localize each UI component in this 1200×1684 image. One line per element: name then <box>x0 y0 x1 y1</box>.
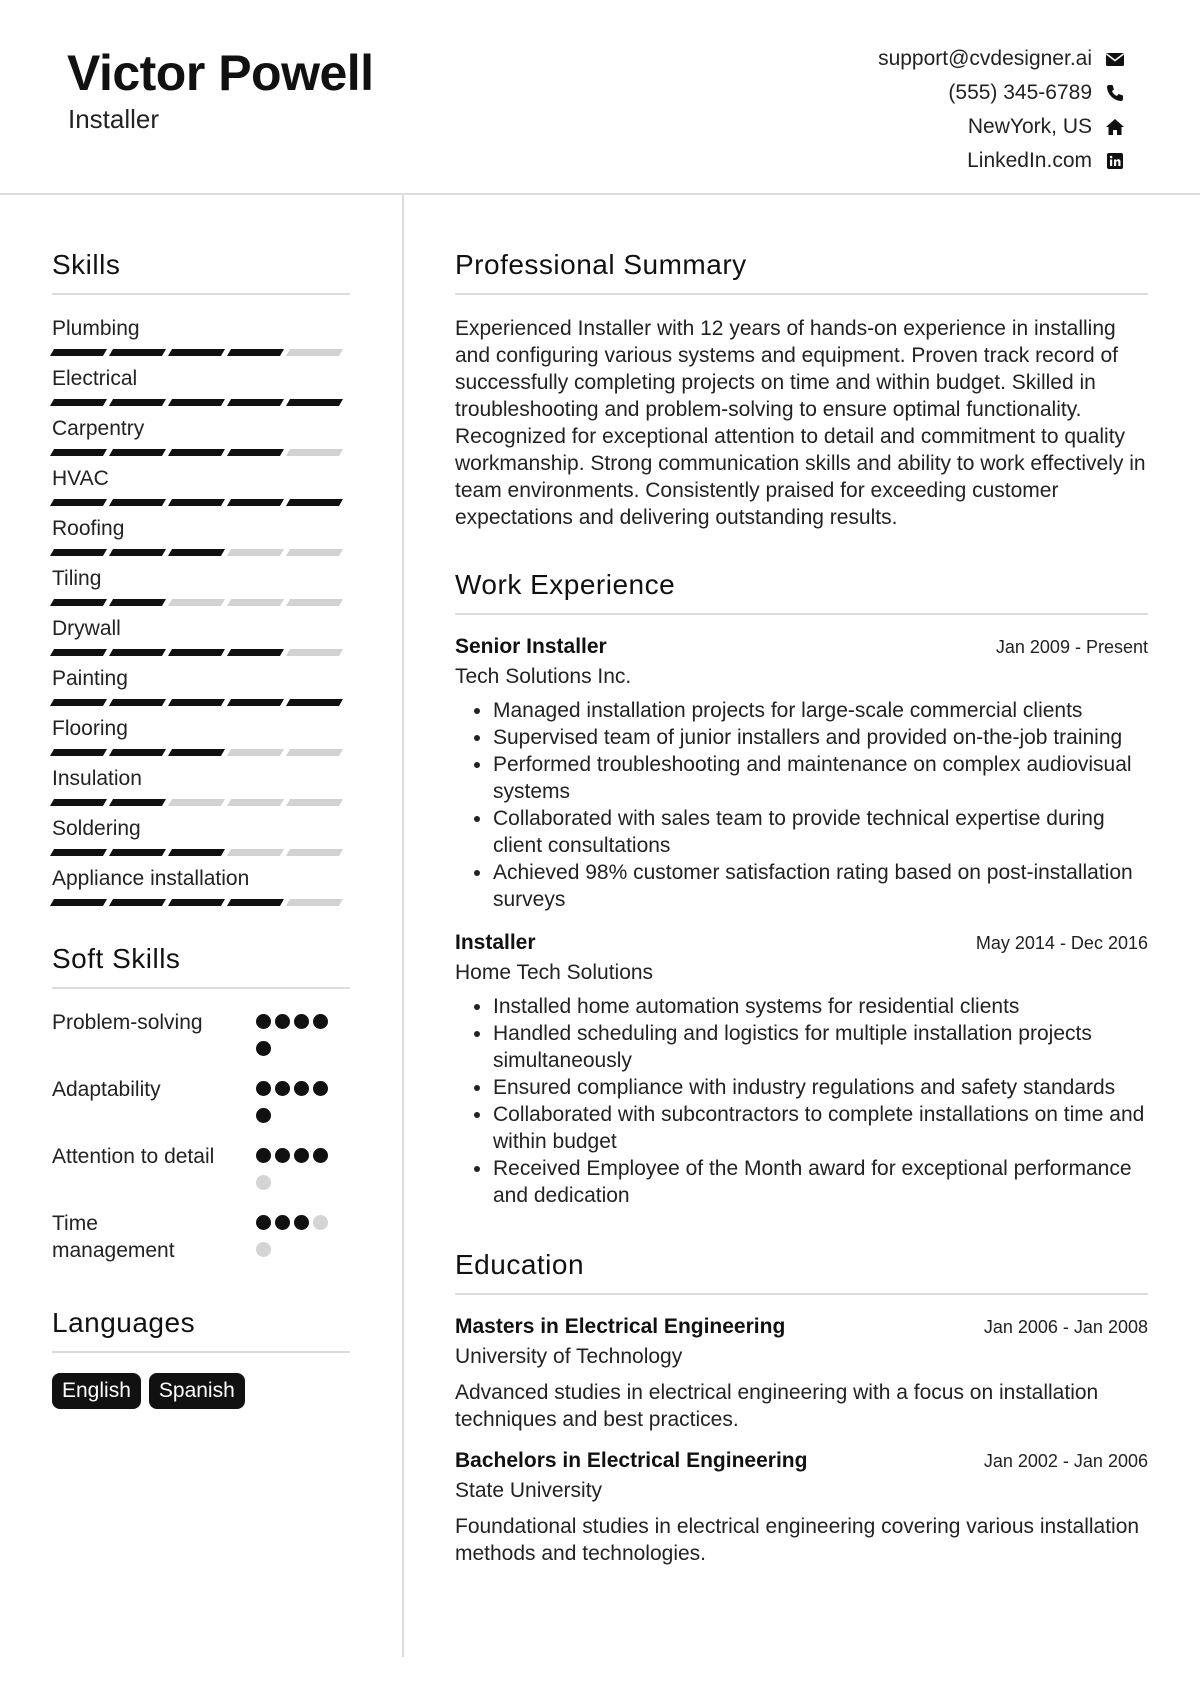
company-name: Tech Solutions Inc. <box>455 665 632 688</box>
skill-name: Roofing <box>52 517 125 540</box>
job-header <box>455 931 1148 955</box>
skill-level-bar <box>52 399 350 406</box>
job-bullets <box>455 697 1148 913</box>
education-entry <box>455 1315 1148 1433</box>
skill-level-segment <box>227 549 284 556</box>
skill-level-segment <box>168 399 225 406</box>
job-title: Senior Installer <box>455 635 607 658</box>
rating-dot <box>313 1148 328 1163</box>
column-divider <box>402 195 404 1657</box>
education-section <box>455 1249 1148 1567</box>
soft-skills-heading: Soft Skills <box>52 943 350 989</box>
job-bullet: • Achieved 98% customer satisfaction rating based on post-installation surveys <box>493 859 1148 913</box>
skill-level-segment <box>168 599 225 606</box>
summary-section <box>455 249 1148 531</box>
skill-name: Drywall <box>52 617 121 640</box>
skill-name: Tiling <box>52 567 102 590</box>
soft-skill-name: Attention to detail <box>52 1145 215 1168</box>
company-name: Home Tech Solutions <box>455 961 654 984</box>
rating-dot <box>256 1215 271 1230</box>
education-dates: Jan 2006 - Jan 2008 <box>983 1317 1148 1337</box>
rating-dot <box>294 1148 309 1163</box>
contact-location-text: NewYork, US <box>967 115 1092 138</box>
skill-item <box>52 417 350 467</box>
skill-level-bar <box>52 599 350 606</box>
skill-name: Electrical <box>52 367 138 390</box>
envelope-icon <box>1104 48 1126 70</box>
soft-skill-item <box>52 1143 350 1202</box>
home-icon <box>1104 116 1126 138</box>
job-bullet: • Received Employee of the Month award for exceptional performance and dedication <box>493 1155 1148 1209</box>
job-bullet: • Collaborated with sales team to provide technical expertise during client consultations <box>493 805 1148 859</box>
skill-level-segment <box>168 349 225 356</box>
skill-level-segment <box>109 399 166 406</box>
skill-level-segment <box>109 849 166 856</box>
skill-level-segment <box>286 599 343 606</box>
skill-level-segment <box>286 399 343 406</box>
work-experience-section <box>455 569 1148 1209</box>
job-title: Installer <box>455 931 536 954</box>
language-badge: English <box>52 1373 141 1409</box>
skill-level-segment <box>227 399 284 406</box>
skill-level-segment <box>168 699 225 706</box>
rating-dot <box>256 1148 271 1163</box>
education-dates: Jan 2002 - Jan 2006 <box>983 1451 1148 1471</box>
skill-level-segment <box>168 899 225 906</box>
skill-level-segment <box>50 499 107 506</box>
skill-level-segment <box>168 749 225 756</box>
skill-level-segment <box>227 799 284 806</box>
skill-level-segment <box>50 399 107 406</box>
soft-skill-name: Problem-solving <box>52 1011 203 1034</box>
skill-level-segment <box>286 899 343 906</box>
skill-level-segment <box>227 899 284 906</box>
main-content <box>455 195 1148 1567</box>
rating-dot <box>294 1081 309 1096</box>
skill-level-bar <box>52 799 350 806</box>
skill-level-segment <box>227 349 284 356</box>
skill-level-segment <box>286 549 343 556</box>
rating-dot <box>275 1148 290 1163</box>
soft-skill-item <box>52 1076 350 1135</box>
rating-dot <box>313 1215 328 1230</box>
skill-level-segment <box>50 549 107 556</box>
skill-level-segment <box>286 649 343 656</box>
education-entry <box>455 1449 1148 1567</box>
skill-item <box>52 317 350 367</box>
sidebar <box>52 195 350 1409</box>
rating-dot <box>275 1081 290 1096</box>
linkedin-icon <box>1104 150 1126 172</box>
education-header <box>455 1449 1148 1473</box>
skill-level-segment <box>50 699 107 706</box>
job-bullet: • Handled scheduling and logistics for multiple installation projects simultaneously <box>493 1020 1148 1074</box>
job-header <box>455 635 1148 659</box>
skill-level-segment <box>286 799 343 806</box>
skill-item <box>52 717 350 767</box>
soft-skills-section <box>52 943 350 1269</box>
skill-level-segment <box>50 749 107 756</box>
summary-text: Experienced Installer with 12 years of hands-on experience in installing and configuring various systems and equipment. Proven track record of successfully completing projects on time and within budget. Skilled in troubleshooting and problem-solving to ensure optimal functionality. Recognized for exceptional attention to detail and commitment to quality workmanship. Strong communication skills and ability to work effectively in team environments. Consistently praised for exceeding customer expectations and delivering outstanding results. <box>455 317 1146 529</box>
resume-header <box>0 0 1200 195</box>
skill-level-segment <box>227 499 284 506</box>
skill-level-bar <box>52 449 350 456</box>
job-bullets <box>455 993 1148 1209</box>
skill-level-segment <box>50 849 107 856</box>
job-entry <box>455 931 1148 1209</box>
education-header <box>455 1315 1148 1339</box>
skill-item <box>52 467 350 517</box>
skill-name: HVAC <box>52 467 109 490</box>
skill-level-segment <box>227 849 284 856</box>
skill-level-segment <box>109 899 166 906</box>
skill-level-segment <box>286 499 343 506</box>
skill-level-segment <box>168 799 225 806</box>
soft-skill-rating <box>256 1076 350 1135</box>
job-bullet: • Managed installation projects for large-scale commercial clients <box>493 697 1148 724</box>
rating-dot <box>294 1215 309 1230</box>
soft-skill-item <box>52 1210 350 1269</box>
job-bullet: • Supervised team of junior installers and provided on-the-job training <box>493 724 1148 751</box>
rating-dot <box>275 1014 290 1029</box>
skill-item <box>52 867 350 917</box>
candidate-name: Victor Powell <box>67 45 374 101</box>
language-list <box>52 1373 350 1409</box>
skill-level-segment <box>50 899 107 906</box>
skill-level-segment <box>227 649 284 656</box>
skill-item <box>52 517 350 567</box>
skill-level-segment <box>286 449 343 456</box>
degree-name: Masters in Electrical Engineering <box>455 1315 786 1338</box>
education-description: Advanced studies in electrical engineering with a focus on installation techniques and best practices. <box>455 1381 1099 1431</box>
skill-level-segment <box>50 649 107 656</box>
rating-dot <box>256 1108 271 1123</box>
school-name: State University <box>455 1479 603 1502</box>
skill-name: Flooring <box>52 717 128 740</box>
skill-level-segment <box>109 799 166 806</box>
skill-list <box>52 317 350 917</box>
skill-level-bar <box>52 649 350 656</box>
skill-item <box>52 617 350 667</box>
contact-phone[interactable] <box>878 76 1126 110</box>
skill-level-segment <box>286 699 343 706</box>
skill-item <box>52 567 350 617</box>
skill-level-segment <box>227 599 284 606</box>
job-dates: May 2014 - Dec 2016 <box>975 933 1148 953</box>
soft-skill-name: Adaptability <box>52 1078 161 1101</box>
skill-level-segment <box>109 449 166 456</box>
rating-dot <box>256 1081 271 1096</box>
rating-dot <box>256 1041 271 1056</box>
summary-heading: Professional Summary <box>455 249 1148 295</box>
skill-level-bar <box>52 899 350 906</box>
skill-name: Appliance installation <box>52 867 250 890</box>
rating-dot <box>275 1215 290 1230</box>
rating-dot <box>256 1014 271 1029</box>
contact-email-text[interactable]: support@cvdesigner.ai <box>878 47 1092 70</box>
soft-skill-rating <box>256 1009 350 1068</box>
phone-icon <box>1104 82 1126 104</box>
work-experience-heading: Work Experience <box>455 569 1148 615</box>
candidate-role: Installer <box>68 104 160 134</box>
skill-level-segment <box>227 699 284 706</box>
skill-level-bar <box>52 349 350 356</box>
skill-level-segment <box>286 849 343 856</box>
job-entry <box>455 635 1148 913</box>
contact-linkedin[interactable] <box>878 144 1126 178</box>
soft-skill-rating <box>256 1210 350 1269</box>
soft-skill-rating <box>256 1143 350 1202</box>
skill-level-segment <box>50 799 107 806</box>
education-description: Foundational studies in electrical engineering covering various installation methods and technologies. <box>455 1515 1140 1565</box>
contact-phone-text[interactable]: (555) 345-6789 <box>948 81 1092 104</box>
skill-level-segment <box>50 599 107 606</box>
contact-location <box>878 110 1126 144</box>
skill-item <box>52 767 350 817</box>
skill-level-bar <box>52 849 350 856</box>
skill-level-segment <box>227 449 284 456</box>
skill-level-segment <box>168 449 225 456</box>
education-heading: Education <box>455 1249 1148 1295</box>
job-bullet: • Performed troubleshooting and maintenance on complex audiovisual systems <box>493 751 1148 805</box>
skill-level-segment <box>109 649 166 656</box>
skill-item <box>52 367 350 417</box>
skill-level-segment <box>109 499 166 506</box>
skill-level-segment <box>109 349 166 356</box>
skill-level-segment <box>50 449 107 456</box>
skills-heading: Skills <box>52 249 350 295</box>
degree-name: Bachelors in Electrical Engineering <box>455 1449 808 1472</box>
skill-level-segment <box>168 499 225 506</box>
rating-dot <box>294 1014 309 1029</box>
rating-dot <box>256 1242 271 1257</box>
skill-level-segment <box>168 849 225 856</box>
skill-level-segment <box>109 699 166 706</box>
skill-name: Soldering <box>52 817 141 840</box>
job-dates: Jan 2009 - Present <box>995 637 1148 657</box>
rating-dot <box>256 1175 271 1190</box>
skill-name: Carpentry <box>52 417 145 440</box>
skill-level-bar <box>52 499 350 506</box>
skill-level-bar <box>52 549 350 556</box>
soft-skill-name: Time management <box>52 1212 175 1262</box>
skill-name: Painting <box>52 667 128 690</box>
job-bullet: • Ensured compliance with industry regulations and safety standards <box>493 1074 1148 1101</box>
skill-level-segment <box>109 599 166 606</box>
contact-list <box>878 42 1126 178</box>
languages-heading: Languages <box>52 1307 350 1353</box>
skill-level-segment <box>109 749 166 756</box>
skill-name: Plumbing <box>52 317 140 340</box>
skill-level-segment <box>286 749 343 756</box>
contact-linkedin-text[interactable]: LinkedIn.com <box>967 149 1092 172</box>
language-badge: Spanish <box>149 1373 245 1409</box>
skills-section <box>52 249 350 917</box>
rating-dot <box>313 1014 328 1029</box>
skill-level-segment <box>109 549 166 556</box>
job-bullet: • Installed home automation systems for residential clients <box>493 993 1148 1020</box>
skill-level-segment <box>168 649 225 656</box>
contact-email[interactable] <box>878 42 1126 76</box>
skill-level-bar <box>52 749 350 756</box>
skill-item <box>52 667 350 717</box>
soft-skill-list <box>52 1009 350 1269</box>
school-name: University of Technology <box>455 1345 683 1368</box>
skill-level-bar <box>52 699 350 706</box>
languages-section <box>52 1307 350 1409</box>
skill-level-segment <box>168 549 225 556</box>
skill-name: Insulation <box>52 767 142 790</box>
skill-item <box>52 817 350 867</box>
rating-dot <box>313 1081 328 1096</box>
skill-level-segment <box>227 749 284 756</box>
skill-level-segment <box>50 349 107 356</box>
job-bullet: • Collaborated with subcontractors to complete installations on time and within budget <box>493 1101 1148 1155</box>
soft-skill-item <box>52 1009 350 1068</box>
skill-level-segment <box>286 349 343 356</box>
